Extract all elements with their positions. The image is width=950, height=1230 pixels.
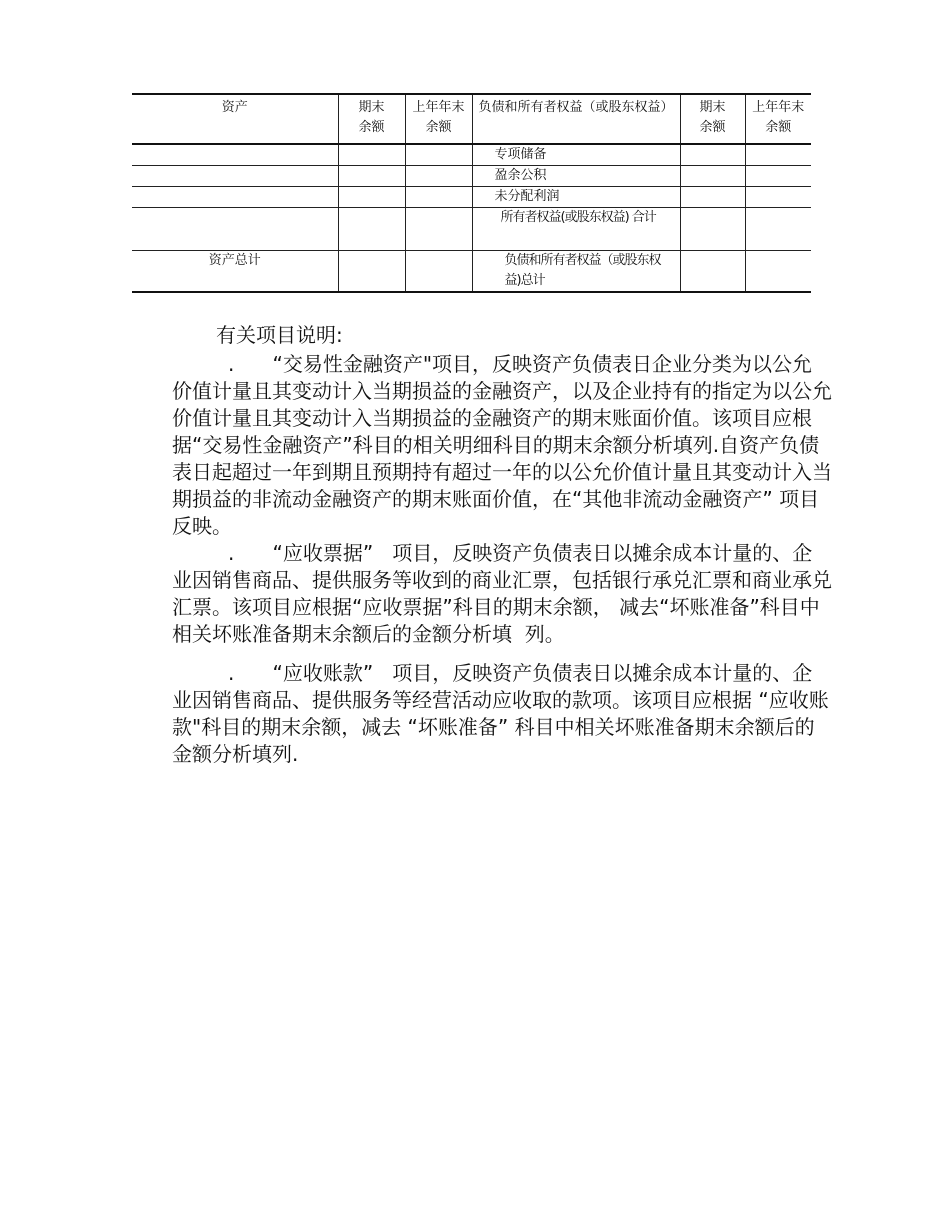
value-cell: [745, 208, 811, 251]
value-cell: [405, 208, 472, 251]
header-period-end-2: 期末 余额: [680, 94, 745, 144]
header-period-end: 期末 余额: [338, 94, 405, 144]
liability-cell: 所有者权益(或股东权益) 合计: [472, 208, 680, 251]
asset-cell: [132, 166, 338, 187]
note-notes-receivable: . “应收票据” 项目，反映资产负债表日以摊余成本计量的、企业因销售商品、提供服务等收到的商业汇票，包括银行承兑汇票和商业承兑汇票。该项目应根据“应收票据”科目的期末余额， 减去“坏账准备”科目中相关坏账准备期末余额后的金额分析填 列。: [172, 541, 832, 646]
table-header-row: [132, 94, 811, 144]
header-liabilities-equity: 负债和所有者权益（或股东权益）: [472, 94, 680, 144]
header-prev-year-end-2: 上年年末 余额: [745, 94, 811, 144]
asset-cell: [132, 208, 338, 251]
table-row: [132, 251, 811, 293]
value-cell: [680, 251, 745, 293]
header-prev-year-end: 上年年末 余额: [405, 94, 472, 144]
notes-title: 有关项目说明:: [216, 323, 343, 347]
asset-cell: [132, 187, 338, 208]
value-cell: [745, 187, 811, 208]
table-row: [132, 208, 811, 251]
liability-total-cell: 负债和所有者权益（或股东权益)总计: [472, 251, 680, 293]
value-cell: [405, 166, 472, 187]
value-cell: [338, 251, 405, 293]
value-cell: [405, 251, 472, 293]
value-cell: [338, 208, 405, 251]
table-row: [132, 187, 811, 208]
value-cell: [745, 251, 811, 293]
asset-total-cell: 资产总计: [132, 251, 338, 293]
liability-cell: 未分配利润: [472, 187, 680, 208]
note-trading-financial-assets: . “交易性金融资产"项目，反映资产负债表日企业分类为以公允价值计量且其变动计入当期损益的金融资产，以及企业持有的指定为以公允价值计量且其变动计入当期损益的金融资产的期末账面价值。该项目应根据“交易性金融资产”科目的相关明细科目的期末余额分析填列.自资产负债表日起超过一年到期且预期持有超过一年的以公允价值计量且其变动计入当期损益的非流动金融资产的期末账面价值，在“其他非流动金融资产” 项目反映。: [172, 352, 832, 538]
table-row: [132, 166, 811, 187]
value-cell: [680, 187, 745, 208]
paragraph-spacer: [172, 648, 832, 660]
value-cell: [338, 187, 405, 208]
value-cell: [680, 166, 745, 187]
value-cell: [680, 144, 745, 166]
value-cell: [745, 166, 811, 187]
table-row: [132, 144, 811, 166]
value-cell: [680, 208, 745, 251]
note-accounts-receivable: . “应收账款” 项目，反映资产负债表日以摊余成本计量的、企业因销售商品、提供服务等经营活动应收取的款项。该项目应根据 “应收账款"科目的期末余额，减去 “坏账准备” 科目中相关坏账准备期末余额后的金额分析填列.: [172, 661, 829, 766]
liability-cell: 专项储备: [472, 144, 680, 166]
value-cell: [405, 187, 472, 208]
balance-sheet-table: [132, 93, 811, 293]
value-cell: [338, 166, 405, 187]
liability-cell: 盈余公积: [472, 166, 680, 187]
value-cell: [405, 144, 472, 166]
value-cell: [745, 144, 811, 166]
value-cell: [338, 144, 405, 166]
asset-cell: [132, 144, 338, 166]
header-assets: 资产: [132, 94, 338, 144]
notes-section: [172, 322, 832, 768]
